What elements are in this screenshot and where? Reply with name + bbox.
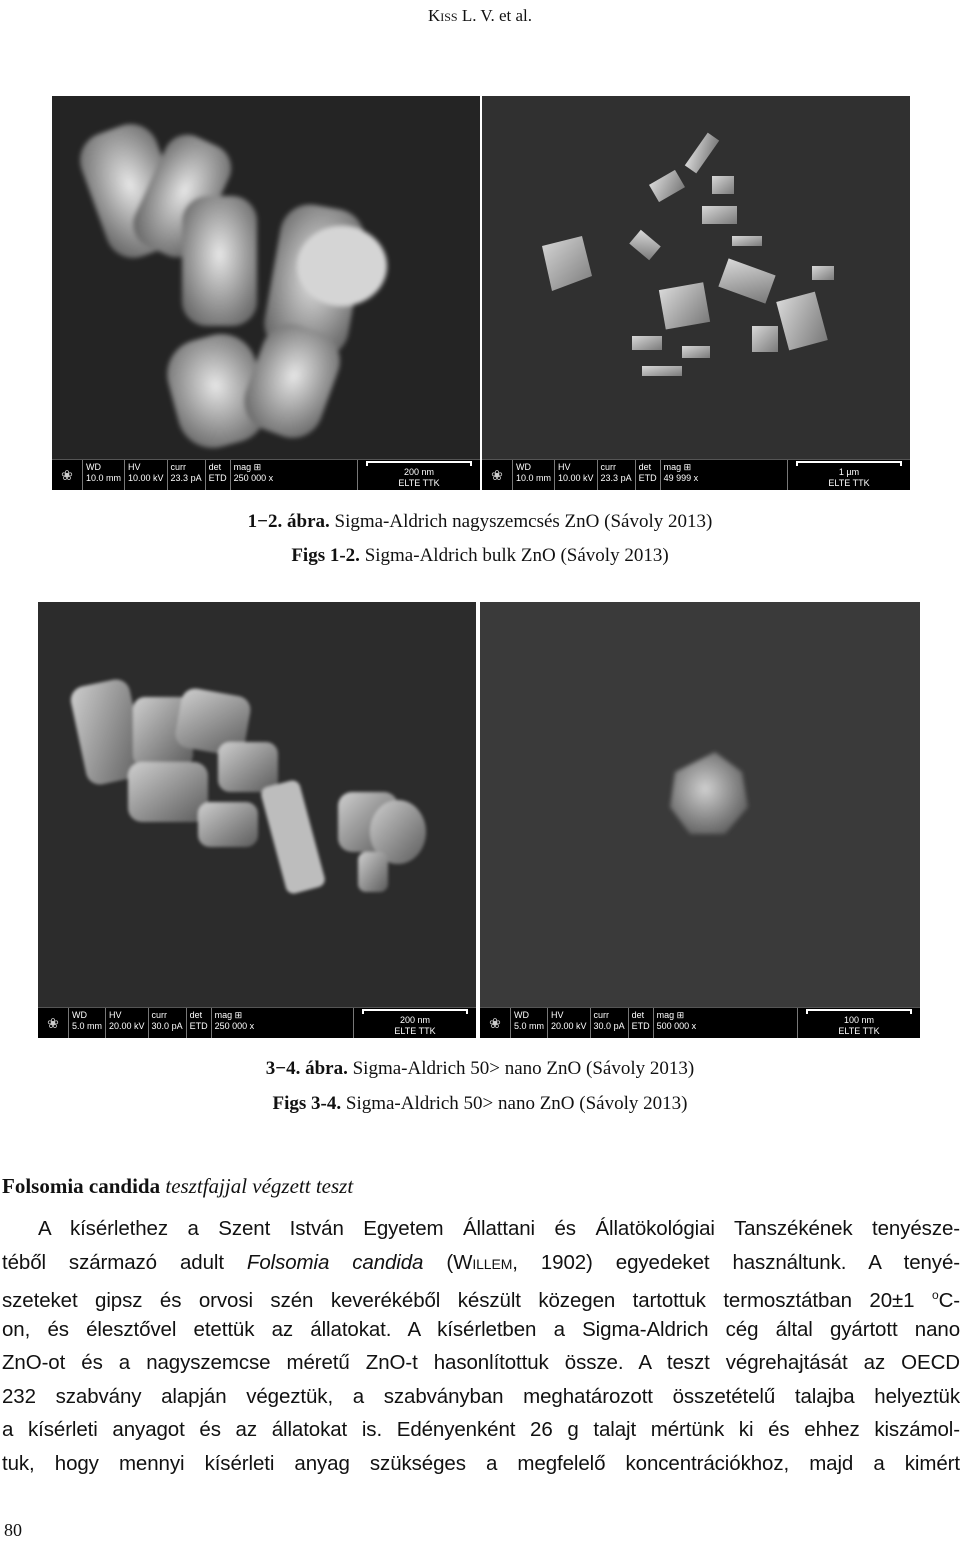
running-header (0, 6, 960, 26)
sem-databar-3: ❀ WD 5.0 mm HV 20.00 kV curr 30.0 pA det ETD mag ⊞ 250 000 x 200 nm ELTE TTK (38, 1007, 476, 1038)
scale-bar (362, 1009, 468, 1014)
caption-figs-3-4-en: Figs 3-4. Sigma-Aldrich 50> nano ZnO (Sávoly 2013) (272, 1093, 688, 1114)
paragraph-line: on, és élesztővel etettük az állatokat. A kísérletben a Sigma-Aldrich cég által gyártott nano (2, 1317, 960, 1341)
sem-image-fig1 (52, 96, 480, 490)
section-heading: Folsomia candida tesztfajjal végzett teszt (2, 1174, 354, 1198)
sem-micrograph-2 (482, 96, 910, 460)
page-number: 80 (4, 1520, 22, 1540)
sem-micrograph-1 (52, 96, 480, 460)
paragraph-line: téből származó adult Folsomia candida (Willem, 1902) egyedeket használtunk. A tenyé- (2, 1250, 960, 1274)
body-paragraph (2, 1212, 960, 1480)
sem-image-fig2 (482, 96, 910, 490)
sem-databar-4: ❀ WD 5.0 mm HV 20.00 kV curr 30.0 pA det ETD mag ⊞ 500 000 x 100 nm ELTE TTK (480, 1007, 920, 1038)
paragraph-line: a kísérleti anyagot és az állatokat is. Edényenként 26 g talajt mértünk ki és ehhez kiszámol- (2, 1418, 960, 1441)
paragraph-line: tuk, hogy mennyi kísérleti anyag szükséges a megfelelő koncentrációkhoz, majd a kimért (2, 1451, 960, 1475)
fei-logo-icon: ❀ (491, 466, 503, 483)
caption-figs-1-2-hu: 1−2. ábra. Sigma-Aldrich nagyszemcsés ZnO (Sávoly 2013) (247, 511, 713, 532)
sem-micrograph-3 (38, 602, 476, 1008)
sem-databar-2: ❀ WD 10.0 mm HV 10.00 kV curr 23.3 pA det ETD mag ⊞ 49 999 x 1 µm ELTE TTK (482, 459, 910, 490)
caption-figs-3-4-hu: 3−4. ábra. Sigma-Aldrich 50> nano ZnO (Sávoly 2013) (265, 1058, 695, 1079)
sem-databar-1: ❀ WD 10.0 mm HV 10.00 kV curr 23.3 pA det ETD mag ⊞ 250 000 x 200 nm ELTE TTK (52, 459, 480, 490)
scale-bar (806, 1009, 912, 1014)
paragraph-line: A kísérlethez a Szent István Egyetem Állattani és Állatökológiai Tanszékének tenyésze- (38, 1217, 960, 1240)
paragraph-line: 232 szabvány alapján végeztük, a szabványban meghatározott összetételű talajba helyeztük (2, 1384, 960, 1408)
header-rest: L. V. et al. (457, 6, 533, 25)
scale-bar (366, 461, 472, 466)
sem-image-fig4 (480, 602, 920, 1038)
sem-micrograph-4 (480, 602, 920, 1008)
fei-logo-icon: ❀ (489, 1014, 501, 1031)
fei-logo-icon: ❀ (47, 1014, 59, 1031)
sem-image-fig3 (38, 602, 476, 1038)
fei-logo-icon: ❀ (61, 466, 73, 483)
header-author: Kiss (427, 6, 458, 25)
paragraph-line: szeteket gipsz és orvosi szén keverékéből készült közegen tartottuk termosztátban 20±1 $^o$C- (2, 1288, 960, 1312)
caption-figs-1-2-en: Figs 1-2. Sigma-Aldrich bulk ZnO (Sávoly 2013) (291, 545, 669, 566)
scale-bar (796, 461, 902, 466)
paragraph-line: ZnO-ot és a nagyszemcse méretű ZnO-t hasonlítottuk össze. A teszt végrehajtását az OECD (2, 1351, 960, 1374)
